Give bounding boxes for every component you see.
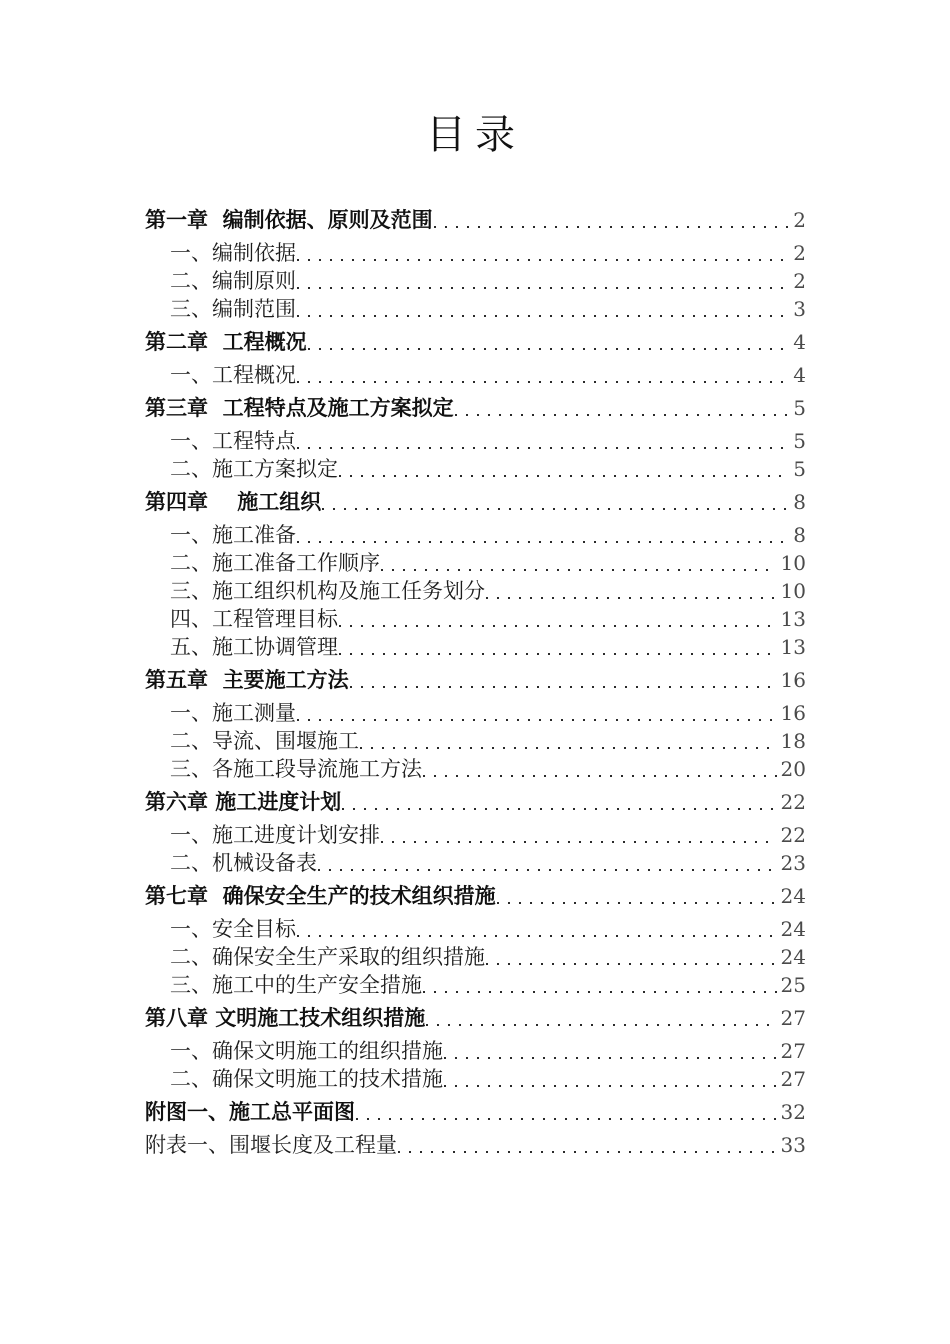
toc-entry[interactable]	[145, 577, 806, 605]
toc-entry[interactable]	[145, 821, 806, 849]
toc-page-number: 27	[780, 1039, 806, 1063]
toc-entry[interactable]	[145, 633, 806, 661]
toc-entry-label: 二、机械设备表	[170, 851, 317, 875]
toc-entry[interactable]	[145, 427, 806, 455]
toc-entry[interactable]	[145, 915, 806, 943]
toc-entry-label: 第八章 文明施工技术组织措施	[145, 1005, 426, 1030]
toc-entry[interactable]	[145, 849, 806, 877]
dot-leader	[381, 821, 777, 849]
toc-entry[interactable]	[145, 1065, 806, 1093]
toc-page-number: 13	[780, 635, 806, 659]
toc-page-number: 23	[780, 851, 806, 875]
toc-entry-label: 二、导流、围堰施工	[170, 729, 359, 753]
toc-page-number: 24	[780, 945, 806, 969]
toc-entry-label: 第七章 确保安全生产的技术组织措施	[145, 883, 496, 908]
dot-leader	[426, 1004, 776, 1032]
toc-page-number: 2	[793, 241, 806, 265]
toc-entry[interactable]	[145, 1131, 806, 1159]
toc-entry[interactable]	[145, 239, 806, 267]
toc-entry-label: 附表一、围堰长度及工程量	[145, 1133, 397, 1157]
dot-leader	[297, 521, 789, 549]
dot-leader	[381, 549, 777, 577]
toc-entry[interactable]	[145, 206, 806, 234]
dot-leader	[356, 1098, 777, 1126]
page-title: 目录	[426, 112, 524, 158]
toc-entry[interactable]	[145, 361, 806, 389]
toc-page-number: 5	[793, 457, 806, 481]
dot-leader	[360, 727, 777, 755]
toc-entry-label: 三、施工组织机构及施工任务划分	[170, 579, 485, 603]
dot-leader	[339, 633, 777, 661]
toc-entry[interactable]	[145, 788, 806, 816]
dot-leader	[444, 1065, 777, 1093]
dot-leader	[297, 295, 789, 323]
toc-page-number: 24	[780, 917, 806, 941]
toc-page-number: 13	[780, 607, 806, 631]
toc-page-number: 8	[793, 523, 806, 547]
toc-entry-label: 附图一、施工总平面图	[145, 1099, 355, 1124]
dot-leader	[455, 394, 790, 422]
dot-leader	[297, 267, 789, 295]
toc-entry[interactable]	[145, 267, 806, 295]
dot-leader	[297, 239, 789, 267]
toc-entry[interactable]	[145, 699, 806, 727]
toc-page-number: 24	[780, 884, 806, 908]
dot-leader	[297, 699, 777, 727]
toc-page-number: 5	[793, 396, 806, 420]
dot-leader	[318, 849, 777, 877]
dot-leader	[339, 605, 777, 633]
toc-entry[interactable]	[145, 755, 806, 783]
dot-leader	[497, 882, 777, 910]
toc-page-number: 25	[780, 973, 806, 997]
dot-leader	[308, 328, 790, 356]
toc-entry[interactable]	[145, 455, 806, 483]
toc-entry[interactable]	[145, 666, 806, 694]
toc-entry-label: 二、确保安全生产采取的组织措施	[170, 945, 485, 969]
toc-page-number: 22	[780, 790, 806, 814]
toc-entry-label: 第二章 工程概况	[145, 329, 307, 354]
toc-entry[interactable]	[145, 394, 806, 422]
toc-entry-label: 一、施工准备	[170, 523, 296, 547]
toc-entry[interactable]	[145, 1098, 806, 1126]
toc-entry-label: 第四章 施工组织	[145, 489, 322, 514]
dot-leader	[297, 361, 789, 389]
toc-page-number: 10	[780, 551, 806, 575]
toc-entry-label: 第六章 施工进度计划	[145, 789, 342, 814]
toc-entry-label: 一、编制依据	[170, 241, 296, 265]
toc-page-number: 2	[793, 208, 806, 232]
toc-entry-label: 第五章 主要施工方法	[145, 667, 349, 692]
toc-entry[interactable]	[145, 1004, 806, 1032]
toc-entry-label: 一、确保文明施工的组织措施	[170, 1039, 443, 1063]
toc-page-number: 20	[780, 757, 806, 781]
dot-leader	[486, 943, 777, 971]
toc-entry-label: 第一章 编制依据、原则及范围	[145, 207, 433, 232]
toc-entry[interactable]	[145, 549, 806, 577]
dot-leader	[486, 577, 777, 605]
toc-entry-label: 三、编制范围	[170, 297, 296, 321]
toc-entry[interactable]	[145, 488, 806, 516]
toc-entry-label: 第三章 工程特点及施工方案拟定	[145, 395, 454, 420]
toc-page-number: 22	[780, 823, 806, 847]
dot-leader	[398, 1131, 777, 1159]
toc-entry[interactable]	[145, 943, 806, 971]
toc-entry-label: 二、施工准备工作顺序	[170, 551, 380, 575]
dot-leader	[322, 488, 789, 516]
toc-entry[interactable]	[145, 971, 806, 999]
toc-page-number: 16	[780, 668, 806, 692]
toc-entry[interactable]	[145, 295, 806, 323]
toc-page-number: 33	[780, 1133, 806, 1157]
dot-leader	[350, 666, 777, 694]
toc-entry-label: 二、编制原则	[170, 269, 296, 293]
toc-entry-label: 一、施工进度计划安排	[170, 823, 380, 847]
toc-page-number: 18	[780, 729, 806, 753]
dot-leader	[342, 788, 776, 816]
dot-leader	[297, 915, 777, 943]
toc-page-number: 16	[780, 701, 806, 725]
toc-page-number: 27	[780, 1067, 806, 1091]
toc-page-number: 5	[793, 429, 806, 453]
dot-leader	[423, 971, 777, 999]
toc-entry-label: 三、施工中的生产安全措施	[170, 973, 422, 997]
dot-leader	[434, 206, 790, 234]
toc-entry-label: 五、施工协调管理	[170, 635, 338, 659]
toc-entry[interactable]	[145, 1037, 806, 1065]
toc-page-number: 8	[793, 490, 806, 514]
toc-entry-label: 二、施工方案拟定	[170, 457, 338, 481]
toc-entry[interactable]	[145, 605, 806, 633]
toc-page-number: 27	[780, 1006, 806, 1030]
dot-leader	[339, 455, 789, 483]
toc-entry-label: 二、确保文明施工的技术措施	[170, 1067, 443, 1091]
toc-entry[interactable]	[145, 882, 806, 910]
dot-leader	[297, 427, 789, 455]
dot-leader	[423, 755, 777, 783]
dot-leader	[444, 1037, 777, 1065]
toc-page-number: 32	[780, 1100, 806, 1124]
toc-page-number: 4	[793, 330, 806, 354]
toc-page-number: 10	[780, 579, 806, 603]
toc-entry-label: 一、工程概况	[170, 363, 296, 387]
toc-entry[interactable]	[145, 521, 806, 549]
toc-entry-label: 四、工程管理目标	[170, 607, 338, 631]
toc-page-number: 2	[793, 269, 806, 293]
toc-entry-label: 三、各施工段导流施工方法	[170, 757, 422, 781]
toc-entry[interactable]	[145, 727, 806, 755]
toc-entry-label: 一、施工测量	[170, 701, 296, 725]
toc-entry-label: 一、工程特点	[170, 429, 296, 453]
toc	[145, 206, 806, 1159]
toc-page-number: 4	[793, 363, 806, 387]
toc-entry[interactable]	[145, 328, 806, 356]
toc-page-number: 3	[793, 297, 806, 321]
toc-entry-label: 一、安全目标	[170, 917, 296, 941]
